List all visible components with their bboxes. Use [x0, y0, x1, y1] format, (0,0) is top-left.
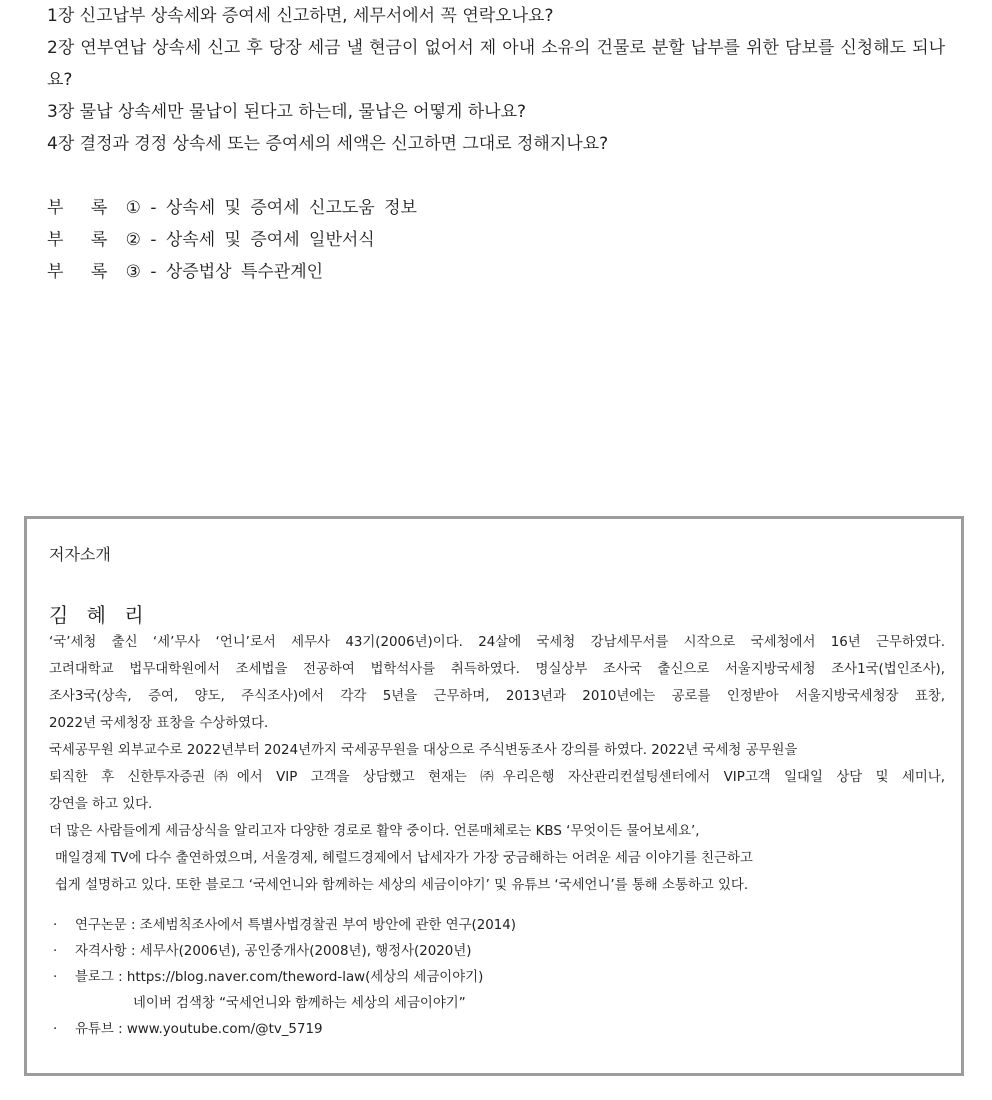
bio-line: ‘국’세청 출신 ‘세’무사 ‘언니’로서 세무사 43기(2006년)이다. 24살에 국세청 강남세무서를 시작으로 국세청에서 16년 근무하였다. [49, 635, 945, 650]
bio-line: 조사3국(상속, 증여, 양도, 주식조사)에서 각각 5년을 근무하며, 2013년과 2010년에는 공로를 인정받아 서울지방국세청장 표창, [49, 689, 945, 704]
appendix-dash: - [150, 198, 157, 218]
appendix-title: 상속세 및 증여세 신고도움 정보 [165, 198, 417, 218]
toc-appendix-3 [47, 256, 945, 288]
appendix-head: 부 록 [47, 230, 117, 250]
author-introduction-box [24, 516, 964, 1076]
bullet: · [53, 918, 58, 933]
appendix-number: ③ [125, 262, 141, 282]
author-name: 김 혜 리 [49, 603, 150, 627]
info-value: 세무사(2006년), 공인중개사(2008년), 행정사(2020년) [139, 944, 472, 959]
author-info-list [49, 913, 945, 1043]
info-qualifications [49, 939, 945, 965]
toc-chapter-4: 4장 결정과 경정 상속세 또는 증여세의 세액은 신고하면 그대로 정해지나요? [47, 134, 609, 154]
bio-line: 2022년 국세청장 표창을 수상하였다. [49, 716, 269, 731]
appendix-head: 부 록 [47, 262, 117, 282]
bullet: · [53, 970, 58, 985]
info-label: 연구논문 [75, 918, 127, 933]
info-separator: : [113, 970, 127, 985]
bio-line: 퇴직한 후 신한투자증권㈜에서 VIP 고객을 상담했고 현재는 ㈜우리은행 자산관리컨설팅센터에서 VIP고객 일대일 상담 및 세미나, [49, 770, 945, 785]
toc-chapter-2: 2장 연부연납 상속세 신고 후 당장 세금 낼 현금이 없어서 제 아내 소유의 건물로 분할 납부를 위한 담보를 신청해도 되나요? [47, 38, 945, 90]
info-separator: : [113, 1022, 127, 1037]
author-box-title: 저자소개 [49, 545, 111, 564]
appendix-title: 상속세 및 증여세 일반서식 [165, 230, 375, 250]
toc-chapter-1: 1장 신고납부 상속세와 증여세 신고하면, 세무서에서 꼭 연락오나요? [47, 6, 554, 26]
info-label: 자격사항 [75, 944, 127, 959]
info-value: 조세범칙조사에서 특별사법경찰권 부여 방안에 관한 연구(2014) [139, 918, 517, 933]
blog-url: https://blog.naver.com/theword-law(세상의 세금이야기) [126, 970, 484, 985]
appendix-head: 부 록 [47, 198, 117, 218]
bio-line: 매일경제 TV에 다수 출연하였으며, 서울경제, 헤럴드경제에서 납세자가 가장 궁금해하는 어려운 세금 이야기를 친근하고 [55, 851, 753, 866]
appendix-number: ② [125, 230, 141, 250]
toc-chapter-3: 3장 물납 상속세만 물납이 된다고 하는데, 물납은 어떻게 하나요? [47, 102, 527, 122]
bullet: · [53, 944, 58, 959]
appendix-dash: - [150, 230, 157, 250]
table-of-contents [47, 0, 945, 288]
bullet: · [53, 1022, 58, 1037]
appendix-number: ① [125, 198, 141, 218]
info-separator: : [126, 944, 140, 959]
youtube-url: www.youtube.com/@tv_5719 [126, 1022, 323, 1037]
info-separator: : [126, 918, 140, 933]
appendix-title: 상증법상 특수관계인 [165, 262, 324, 282]
bio-line: 더 많은 사람들에게 세금상식을 알리고자 다양한 경로로 활약 중이다. 언론매체로는 KBS ‘무엇이든 물어보세요’, [49, 824, 700, 839]
bio-line: 강연을 하고 있다. [49, 797, 153, 812]
info-label: 블로그 [75, 970, 114, 985]
toc-spacer [47, 160, 945, 192]
appendix-dash: - [150, 262, 157, 282]
bio-line: 국세공무원 외부교수로 2022년부터 2024년까지 국세공무원을 대상으로 주식변동조사 강의를 하였다. 2022년 국세청 공무원을 [49, 743, 798, 758]
info-blog-search: 네이버 검색창 “국세언니와 함께하는 세상의 세금이야기” [133, 996, 466, 1011]
toc-appendix-1 [47, 192, 945, 224]
info-label: 유튜브 [75, 1022, 114, 1037]
bio-line: 쉽게 설명하고 있다. 또한 블로그 ‘국세언니와 함께하는 세상의 세금이야기’ 및 유튜브 ‘국세언니’를 통해 소통하고 있다. [55, 878, 749, 893]
toc-appendix-2 [47, 224, 945, 256]
author-box-content [49, 541, 945, 1043]
info-research [49, 913, 945, 939]
info-blog [49, 965, 945, 991]
author-bio [49, 629, 945, 899]
info-youtube [49, 1017, 945, 1043]
bio-line: 고려대학교 법무대학원에서 조세법을 전공하여 법학석사를 취득하였다. 명실상부 조사국 출신으로 서울지방국세청 조사1국(법인조사), [49, 662, 945, 677]
